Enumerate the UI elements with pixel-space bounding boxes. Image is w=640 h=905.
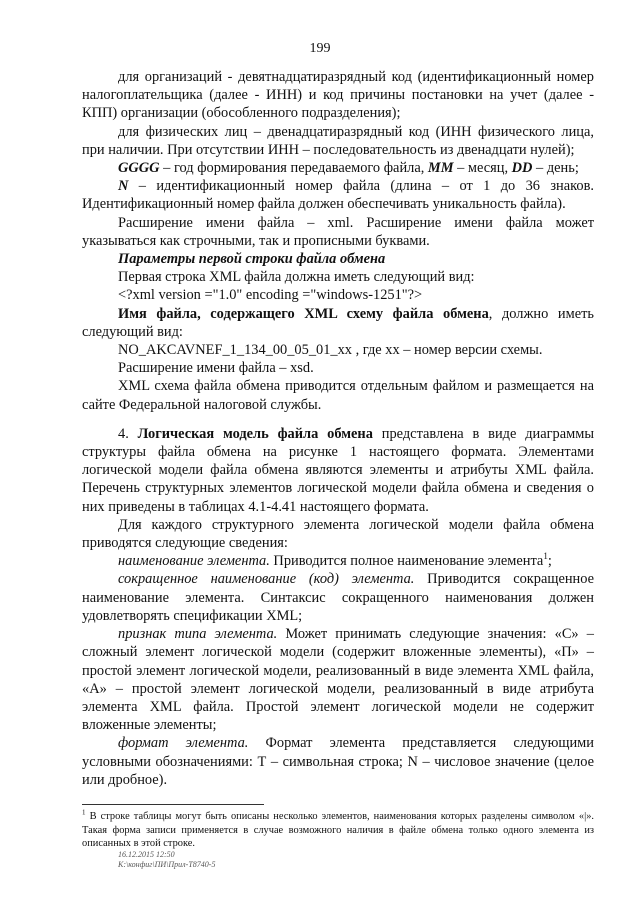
paragraph-date-format: [82, 159, 594, 177]
paragraph-text: Может принимать следующие значения: «С» – сложный элемент логической модели (содержит вложенные элементы), «П» – простой элемент логической модели, реализованный в виде элемента XML файла, «А» – простой элемент логической модели, реализованный в виде атрибута элемента XML файла. Простой элемент логической модели не содержит вложенные элементы;: [82, 626, 594, 734]
paragraph-text: Для каждого структурного элемента логической модели файла обмена приводятся следующие сведения:: [82, 516, 594, 552]
paragraph-text: – год формирования передаваемого файла,: [159, 160, 428, 177]
paragraph-text: XML схема файла обмена приводится отдельным файлом и размещается на сайте Федеральной налоговой службы.: [82, 378, 594, 413]
code-text: <?xml version ="1.0" encoding ="windows-1251"?>: [118, 287, 423, 304]
footnote-text: В строке таблицы могут быть описаны несколько элементов, наименования которых разделены символом «|». Такая форма записи применяется в случае возможного наличия в файле обмена только одного элемента из описанных в этой строке.: [82, 811, 594, 850]
term-n: N: [118, 178, 129, 195]
paragraph-element-code: [82, 570, 594, 625]
italic-term: признак типа элемента.: [118, 626, 278, 643]
paragraph-text: Первая строка XML файла должна иметь следующий вид:: [118, 269, 475, 286]
paragraph-text: – идентификационный номер файла (длина – от 1 до 36 знаков. Идентификационный номер файла должен обеспечивать уникальность файла).: [82, 178, 594, 213]
paragraph-element-name: [82, 552, 594, 570]
footnote: [82, 810, 594, 851]
document-body: [82, 68, 594, 789]
paragraph-text: Расширение имени файла – xml. Расширение имени файла может указываться как строчными, так и прописными буквами.: [82, 214, 594, 249]
paragraph-text: ;: [547, 553, 552, 570]
paragraph-text: для организаций - девятнадцатиразрядный код (идентификационный номер налогоплательщика (далее - ИНН) и код причины постановки на учет (далее - КПП) организации (обособленного подразделения);: [82, 69, 594, 122]
paragraph-text: для физических лиц – двенадцатиразрядный код (ИНН физического лица, при наличии. При отсутствии ИНН – последовательность из двенадцати нулей);: [82, 123, 594, 158]
paragraph-text: Приводится сокращенное наименование элемента. Синтаксис сокращенного наименования должен удовлетворять спецификации XML;: [82, 571, 594, 624]
paragraph-extension-xml: [82, 214, 594, 250]
paragraph-file-id: [82, 177, 594, 213]
paragraph-text: NO_AKCAVNEF_1_134_00_05_01_xx , где хх – номер версии схемы.: [118, 342, 543, 359]
paragraph-text: Формат элемента представляется следующими условными обозначениями: Т – символьная строка; N – числовое значение (целое или дробное).: [82, 735, 594, 788]
bold-term: Логическая модель файла обмена: [137, 425, 373, 442]
stamp-path: К:\конфиг\ПИ\Прил-Т8740-5: [118, 860, 216, 869]
paragraph-individuals: [82, 123, 594, 159]
paragraph-text: Расширение имени файла – xsd.: [118, 360, 314, 377]
term-year: GGGG: [118, 160, 160, 177]
heading-text: Параметры первой строки файла обмена: [118, 251, 386, 268]
section-heading-first-line: [82, 250, 594, 268]
bold-term: Имя файла, содержащего XML схему файла обмена: [118, 305, 489, 322]
paragraph-extension-xsd: [82, 359, 594, 377]
italic-term: сокращенное наименование (код) элемента.: [118, 571, 415, 588]
paragraph-first-line: [82, 268, 594, 286]
italic-term: формат элемента.: [118, 735, 249, 752]
print-stamp: [118, 850, 215, 870]
paragraph-logical-model: [82, 425, 594, 516]
stamp-date: 16.12.2015 12:50: [118, 850, 175, 859]
paragraph-schema-location: [82, 377, 594, 413]
term-month: MM: [427, 160, 454, 177]
paragraph-element-info: [82, 516, 594, 552]
paragraph-organizations: [82, 68, 594, 123]
footnote-divider: [82, 804, 264, 805]
paragraph-element-format: [82, 734, 594, 789]
paragraph-text: представлена в виде диаграммы структуры файла обмена на рисунке 1 настоящего формата. Элементами логической модели файла обмена являются элементы и атрибуты XML файла. Перечень структурных элементов логической модели файла обмена и сведения о них приведены в таблицах 4.1-4.41 настоящего формата.: [82, 425, 594, 515]
footnote-reference[interactable]: 1: [543, 551, 548, 562]
paragraph-text: Приводится полное наименование элемента: [269, 553, 544, 570]
paragraph-text: – месяц,: [453, 160, 512, 177]
footnote-marker: 1: [82, 808, 86, 817]
paragraph-element-type: [82, 625, 594, 734]
paragraph-xml-declaration: [82, 286, 594, 304]
section-number: 4.: [118, 425, 138, 442]
term-day: DD: [511, 160, 533, 177]
italic-term: наименование элемента.: [118, 553, 270, 570]
paragraph-schema-name: [82, 305, 594, 341]
page-number: 199: [309, 41, 331, 56]
paragraph-schema-filename: [82, 341, 594, 359]
paragraph-text: , должно иметь следующий вид:: [82, 305, 594, 340]
paragraph-text: – день;: [532, 160, 579, 177]
